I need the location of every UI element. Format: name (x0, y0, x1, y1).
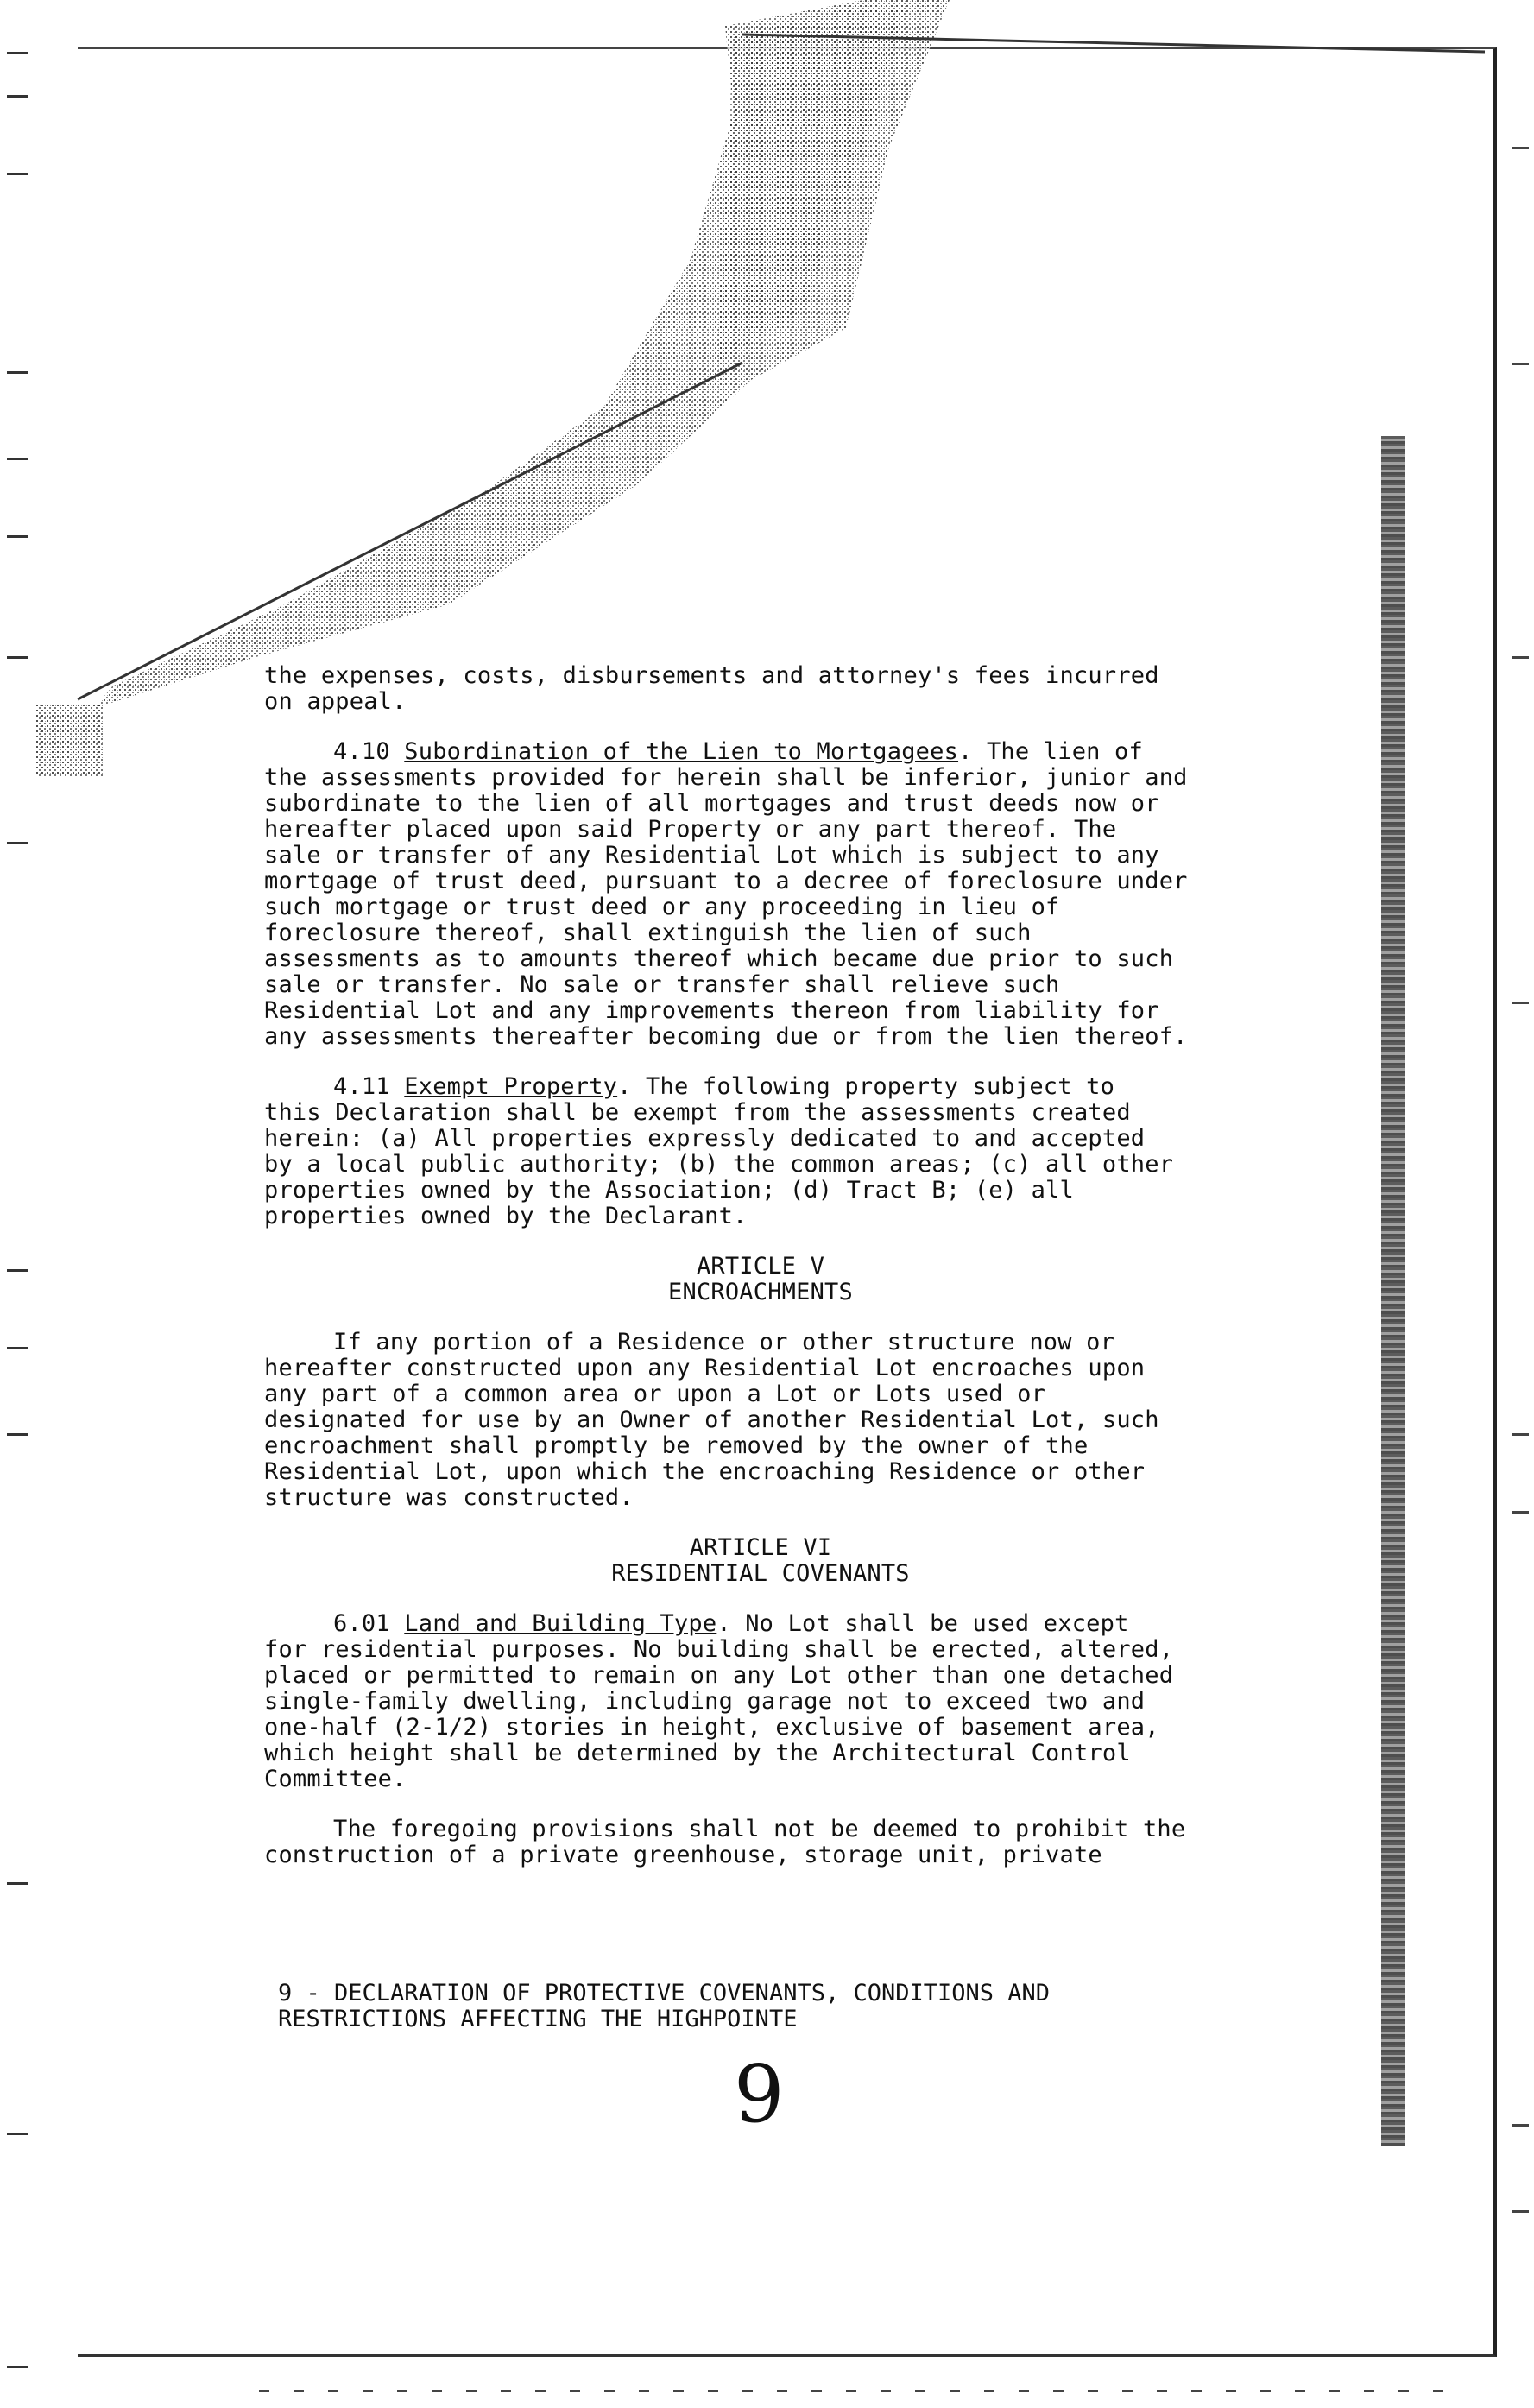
page-footer (278, 1981, 1228, 2032)
section-heading: Land and Building Type (404, 1610, 717, 1637)
section-text: . The following property subject to this Declaration shall be exempt from the assessments created herein: (a) All properties expressly dedicated to and accepted by a local public authority; (b) the common areas; (c) all other properties owned by the Association; (d) Tract B; (e) all properties owned by the Declarant. (264, 1073, 1174, 1229)
article-v-heading (264, 1254, 1257, 1305)
right-margin-scan-marks (1499, 0, 1534, 2408)
section-4-10 (264, 739, 1257, 1050)
folded-corner-shadow (0, 0, 1534, 777)
paragraph-continuation: the expenses, costs, disbursements and attorney's fees incurred on appeal. (264, 662, 1159, 715)
section-heading: Exempt Property (404, 1073, 618, 1100)
article-vi-heading (264, 1535, 1257, 1587)
binding-edge-shadow (1381, 436, 1405, 2146)
handwritten-page-number: 9 (734, 2048, 785, 2140)
bottom-edge-scan-marks (259, 2390, 1468, 2392)
section-number: 6.01 (333, 1610, 405, 1637)
section-number: 4.10 (333, 738, 405, 765)
article-title: ARTICLE VI (689, 1534, 832, 1561)
encroachments-paragraph: If any portion of a Residence or other structure now or hereafter constructed upon any Residential Lot encroaches upon any part of a common area or upon a Lot or Lots used or designated for use by an Owner of another Residential Lot, such encroachment shall promptly be removed by the owner of the Residential Lot, upon which the encroaching Residence or other structure was constructed. (264, 1329, 1159, 1511)
section-6-01 (264, 1611, 1257, 1792)
section-heading: Subordination of the Lien to Mortgagees (404, 738, 959, 765)
document-body (264, 663, 1257, 1893)
section-text: . The lien of the assessments provided for herein shall be inferior, junior and subordinate to the lien of all mortgages and trust deeds now or hereafter placed upon said Property or any part thereof. The sale or transfer of any Residential Lot which is subject to any mortgage of trust deed, pursuant to a decree of foreclosure under such mortgage or trust deed or any proceeding in lieu of foreclosure thereof, shall extinguish the lien of such assessments as to amounts thereof which became due prior to such sale or transfer. No sale or transfer shall relieve such Residential Lot and any improvements thereon from liability for any assessments thereafter becoming due or from the lien thereof. (264, 738, 1188, 1050)
section-text: . No Lot shall be used except for residential purposes. No building shall be erected, altered, placed or permitted to remain on any Lot other than one detached single-family dwelling, including garage not to exceed two and one-half (2-1/2) stories in height, exclusive of basement area, which height shall be determined by the Architectural Control Committee. (264, 1610, 1174, 1792)
article-subtitle: ENCROACHMENTS (668, 1279, 853, 1305)
foregoing-provisions-paragraph: The foregoing provisions shall not be deemed to prohibit the construction of a private greenhouse, storage unit, private (264, 1816, 1186, 1868)
section-number: 4.11 (333, 1073, 405, 1100)
footer-text: 9 - DECLARATION OF PROTECTIVE COVENANTS, CONDITIONS AND RESTRICTIONS AFFECTING THE HIGHPOINTE (278, 1980, 1051, 2032)
left-margin-scan-marks (0, 0, 52, 2408)
section-4-11 (264, 1074, 1257, 1229)
article-title: ARTICLE V (696, 1253, 825, 1280)
article-subtitle: RESIDENTIAL COVENANTS (611, 1560, 910, 1587)
